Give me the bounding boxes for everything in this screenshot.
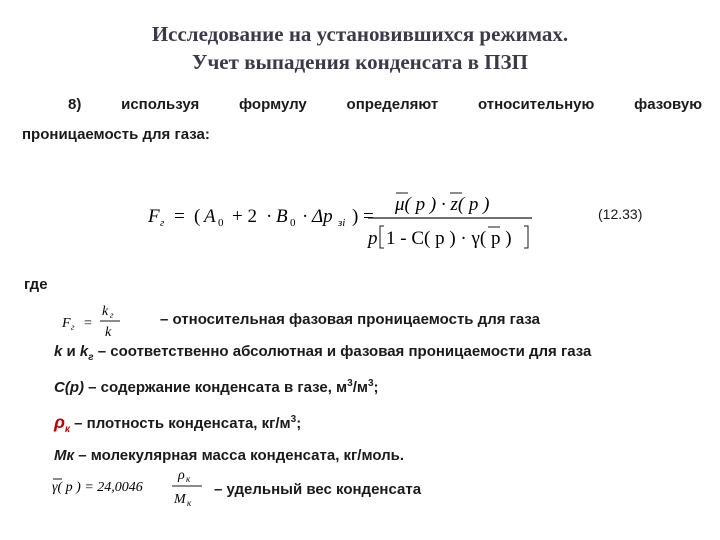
- formula-g-sub: г: [160, 217, 165, 229]
- def-m-label: Мк: [54, 447, 75, 464]
- fg-k-num: k: [102, 304, 109, 319]
- bracket-right: [524, 226, 528, 248]
- def-kg-sub: г: [88, 352, 94, 363]
- intro-paragraph: [22, 94, 702, 146]
- formula-F: F: [148, 206, 160, 227]
- formula-B: B: [276, 206, 288, 227]
- slide-title-line2: Учет выпадения конденсата в ПЗП: [192, 50, 528, 74]
- gamma-rho-sub: к: [186, 474, 191, 484]
- fg-k-num-sub: г: [110, 310, 114, 320]
- formula-equals: =: [174, 206, 185, 227]
- gamma-lhs: γ( p ) = 24,0046: [52, 480, 143, 495]
- formula-denominator-p: p: [368, 228, 378, 249]
- def-c-sup2: 3: [367, 378, 374, 389]
- formula-close-eq: ) =: [352, 206, 374, 227]
- gamma-rho-num: ρ: [178, 468, 185, 483]
- fg-equals: =: [84, 316, 92, 331]
- gamma-M-den: M: [174, 492, 186, 507]
- def-rho-sup: 3: [290, 414, 297, 425]
- def-k-and: и: [62, 343, 80, 360]
- def-rho-end: ;: [296, 415, 302, 432]
- where-label: где: [24, 276, 48, 293]
- def-rho-text: – плотность конденсата, кг/м: [69, 415, 291, 432]
- formula-fg-ratio: [60, 300, 140, 344]
- fg-F: F: [62, 316, 71, 331]
- formula-open-paren: (: [194, 206, 201, 227]
- formula-B-sub: 0: [290, 217, 296, 229]
- def-gamma: – удельный вес конденсата: [214, 481, 422, 498]
- def-rho-sub: к: [64, 424, 70, 435]
- def-k-text: – соответственно абсолютная и фазовая проницаемости для газа: [93, 343, 592, 360]
- def-c-end: ;: [373, 379, 379, 396]
- formula-dot1: ·: [266, 206, 273, 227]
- fg-k-den: k: [105, 325, 112, 340]
- formula-zi-sub: зi: [338, 217, 346, 229]
- def-c-text: – содержание конденсата в газе, м: [84, 379, 348, 396]
- def-c-label: С(р): [54, 379, 84, 396]
- def-rho: [54, 412, 301, 435]
- fg-g-sub: г: [71, 322, 75, 332]
- formula-plus2: + 2: [232, 206, 257, 227]
- def-c: [54, 378, 379, 396]
- def-c-mid: /м: [352, 379, 368, 396]
- formula-A-sub: 0: [218, 217, 224, 229]
- def-m-text: – молекулярная масса конденсата, кг/моль.: [74, 447, 405, 464]
- intro-line2: проницаемость для газа:: [22, 126, 210, 143]
- formula-numerator: μ( p ) · z( p ): [395, 194, 490, 215]
- def-k: [54, 343, 591, 363]
- formula-gamma: [50, 462, 220, 512]
- slide-title-line1: Исследование на установившихся режимах.: [151, 22, 569, 46]
- gamma-M-sub: к: [187, 498, 192, 508]
- formula-A: A: [204, 206, 216, 227]
- bracket-left: [380, 226, 384, 248]
- def-kg-label: k: [79, 343, 89, 360]
- formula-delta-p: Δp: [312, 206, 333, 227]
- formula-dot2: ·: [302, 206, 309, 227]
- formula-denominator-rest: 1 - C( p ) · γ( p ): [386, 228, 512, 249]
- def-rho-label: ρ: [54, 412, 65, 432]
- formula-12-33: [140, 180, 560, 260]
- def-fg: – относительная фазовая проницаемость для газа: [160, 311, 541, 328]
- intro-line1: 8) используя формулу определяют относительную фазовую: [68, 96, 702, 113]
- def-c-sup1: 3: [347, 378, 353, 389]
- equation-number: (12.33): [598, 206, 643, 222]
- def-k-label: k: [54, 343, 63, 360]
